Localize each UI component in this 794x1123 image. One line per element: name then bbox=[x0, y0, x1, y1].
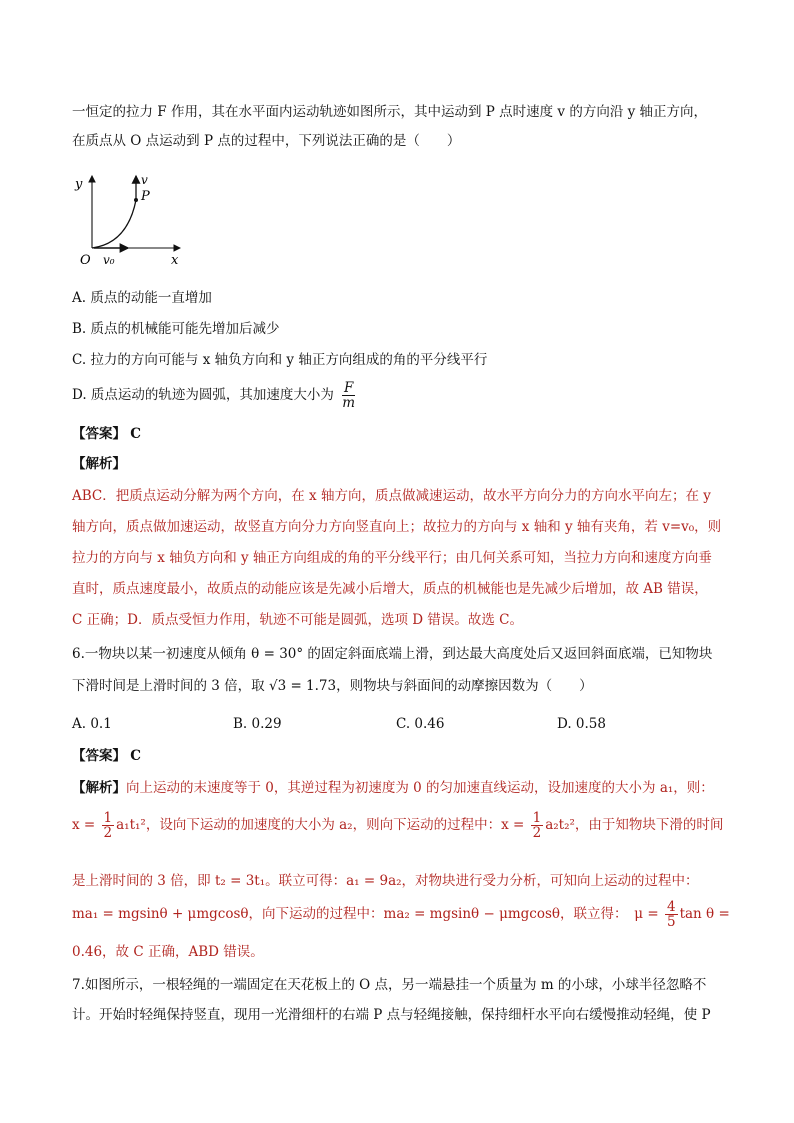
frac-numerator: 4 bbox=[666, 899, 676, 915]
q5-stem-line-2: 在质点从 O 点运动到 P 点的过程中，下列说法正确的是（ ） bbox=[72, 133, 461, 149]
trajectory-curve bbox=[92, 200, 136, 248]
formula-part: ma₁ = mgsinθ + μmgcosθ，向下运动的过程中：ma₂ = mgsinθ − μmgcosθ，联立得： μ = bbox=[72, 906, 659, 922]
analysis-label: 【解析】 bbox=[72, 456, 126, 472]
q6-explanation-line-1 bbox=[72, 779, 714, 797]
fraction-four-fifths bbox=[665, 900, 678, 929]
q5-option-d-fraction bbox=[340, 381, 357, 410]
explanation-text: 向上运动的末速度等于 0，其逆过程为初速度为 0 的匀加速直线运动，设加速度的大小为 a₁，则： bbox=[126, 780, 714, 796]
frac-denominator: m bbox=[342, 395, 356, 411]
q6-option-a: A. 0.1 bbox=[72, 716, 112, 732]
q5-explanation-line-1: ABC．把质点运动分解为两个方向，在 x 轴方向，质点做减速运动，故水平方向分力的方向水平向左；在 y bbox=[72, 488, 711, 504]
label-y: y bbox=[75, 177, 83, 192]
q5-analysis-label bbox=[72, 455, 126, 473]
formula-part: x = bbox=[72, 817, 96, 833]
q6-answer bbox=[72, 747, 141, 765]
q5-explanation-line-2: 轴方向，质点做加速运动，故竖直方向分力方向竖直向上；故拉力的方向与 x 轴和 y 轴有夹角，若 v=v₀，则 bbox=[72, 519, 722, 535]
q5-option-d-text: D. 质点运动的轨迹为圆弧，其加速度大小为 bbox=[72, 387, 334, 403]
q6-stem-line-2: 下滑时间是上滑时间的 3 倍，取 √3 = 1.73，则物块与斜面间的动摩擦因数为（ ） bbox=[72, 678, 593, 694]
fraction-half bbox=[102, 811, 115, 840]
answer-label: 【答案】 bbox=[72, 748, 126, 764]
label-p: P bbox=[141, 189, 150, 204]
q5-explanation-line-4: 直时，质点速度最小，故质点的动能应该是先减小后增大，质点的机械能也是先减少后增加，故 AB 错误， bbox=[72, 581, 708, 597]
frac-denominator: 2 bbox=[532, 825, 542, 841]
frac-denominator: 2 bbox=[103, 825, 113, 841]
q6-option-b: B. 0.29 bbox=[233, 716, 282, 732]
formula-part: tan θ = bbox=[679, 906, 730, 922]
label-v0: v₀ bbox=[103, 253, 115, 267]
analysis-label: 【解析】 bbox=[72, 780, 126, 796]
frac-numerator: 1 bbox=[103, 810, 113, 826]
q6-explanation-line-3: 是上滑时间的 3 倍，即 t₂ = 3t₁。联立可得：a₁ = 9a₂，对物块进行受力分析，可知向上运动的过程中： bbox=[72, 873, 699, 889]
answer-value: C bbox=[130, 748, 142, 764]
q5-stem-line-1: 一恒定的拉力 F 作用，其在水平面内运动轨迹如图所示，其中运动到 P 点时速度 v 的方向沿 y 轴正方向， bbox=[72, 104, 708, 120]
q7-stem-line-1: 7.如图所示，一根轻绳的一端固定在天花板上的 O 点，另一端悬挂一个质量为 m 的小球，小球半径忽略不 bbox=[72, 977, 707, 993]
label-o: O bbox=[80, 253, 91, 268]
q6-stem-line-1: 6.一物块以某一初速度从倾角 θ = 30° 的固定斜面底端上滑，到达最大高度处后又返回斜面底端，已知物块 bbox=[72, 646, 713, 662]
label-v: v bbox=[141, 173, 148, 187]
q6-explanation-line-4 bbox=[72, 897, 730, 931]
formula-part: a₁t₁²，设向下运动的加速度的大小为 a₂，则向下运动的过程中：x = bbox=[116, 817, 525, 833]
fraction-half bbox=[531, 811, 544, 840]
frac-denominator: 5 bbox=[666, 914, 676, 930]
q5-option-d bbox=[72, 378, 359, 412]
q6-option-d: D. 0.58 bbox=[557, 716, 606, 732]
q5-explanation-line-5: C 正确；D．质点受恒力作用，轨迹不可能是圆弧，选项 D 错误。故选 C。 bbox=[72, 612, 523, 628]
q6-explanation-line-5: 0.46，故 C 正确，ABD 错误。 bbox=[72, 944, 264, 960]
q5-explanation-line-3: 拉力的方向与 x 轴负方向和 y 轴正方向组成的角的平分线平行；由几何关系可知，当拉力方向和速度方向垂 bbox=[72, 550, 712, 566]
q6-explanation-line-2 bbox=[72, 808, 723, 842]
q6-option-c: C. 0.46 bbox=[396, 716, 445, 732]
q5-option-a: A. 质点的动能一直增加 bbox=[72, 290, 212, 306]
q5-option-c: C. 拉力的方向可能与 x 轴负方向和 y 轴正方向组成的角的平分线平行 bbox=[72, 352, 488, 368]
q5-answer bbox=[72, 425, 141, 443]
q7-stem-line-2: 计。开始时轻绳保持竖直，现用一光滑细杆的右端 P 点与轻绳接触，保持细杆水平向右缓慢推动轻绳，使 P bbox=[72, 1007, 711, 1023]
answer-value: C bbox=[130, 426, 142, 442]
point-p bbox=[134, 198, 138, 202]
frac-numerator: F bbox=[343, 380, 354, 396]
formula-part: a₂t₂²，由于知物块下滑的时间 bbox=[545, 817, 724, 833]
frac-numerator: 1 bbox=[532, 810, 542, 826]
label-x: x bbox=[171, 253, 179, 268]
answer-label: 【答案】 bbox=[72, 426, 126, 442]
q5-trajectory-figure bbox=[70, 170, 190, 270]
q5-option-b: B. 质点的机械能可能先增加后减少 bbox=[72, 321, 280, 337]
